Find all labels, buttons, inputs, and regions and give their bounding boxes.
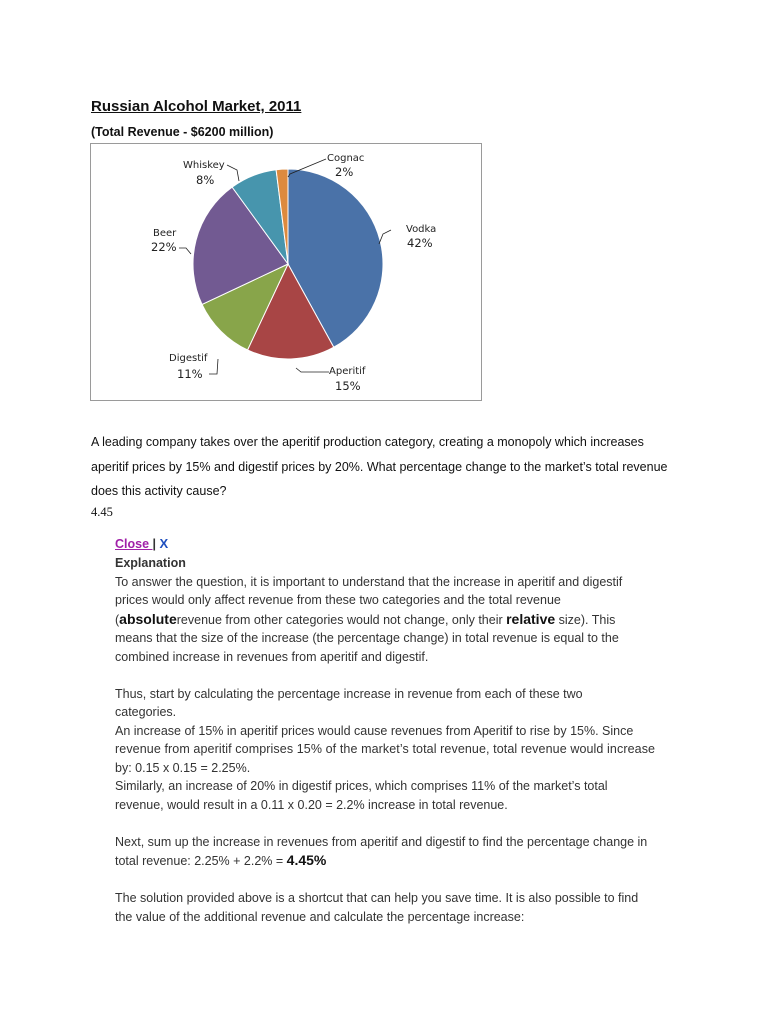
close-link[interactable]: Close [115, 537, 153, 551]
text-run: ( [115, 612, 120, 627]
explanation-line: Next, sum up the increase in revenues from aperitif and digestif to find the percentage change in [115, 834, 648, 849]
close-row [115, 536, 168, 551]
question-line: aperitif prices by 15% and digestif prices by 20%. What percentage change to the market’s total revenue [91, 459, 668, 474]
slice-percent-label: 8% [196, 173, 215, 187]
explanation-line: combined increase in revenues from aperitif and digestif. [115, 649, 429, 664]
answer-value: 4.45 [91, 505, 113, 519]
slice-label: Digestif [169, 353, 208, 364]
text-run: total revenue: 2.25% + 2.2% = [115, 854, 287, 868]
question-text [91, 430, 691, 504]
slice-percent-label: 2% [335, 165, 354, 179]
explanation-line: An increase of 15% in aperitif prices would cause revenues from Aperitif to rise by 15%. Since [115, 723, 634, 738]
slice-label: Cognac [327, 153, 365, 164]
explanation-line: To answer the question, it is important to understand that the increase in aperitif and digestif [115, 574, 623, 589]
pie-chart [90, 143, 482, 401]
leader-line [209, 359, 218, 374]
pie-chart-svg [91, 144, 483, 402]
text-run: revenue from other categories would not change, only their [176, 612, 507, 627]
spacer [115, 814, 675, 833]
explanation-line: the value of the additional revenue and calculate the percentage increase: [115, 909, 525, 924]
explanation-line: categories. [115, 705, 177, 719]
emphasis-relative: relative [506, 610, 556, 627]
emphasis-absolute: absolute [119, 610, 177, 627]
question-line: A leading company takes over the aperitif production category, creating a monopoly which increases [91, 435, 644, 449]
close-icon[interactable]: X [159, 536, 169, 551]
explanation-line: Similarly, an increase of 20% in digestif prices, which comprises 11% of the market’s total [115, 779, 608, 793]
leader-line [179, 248, 191, 254]
text-run: size). This [555, 612, 616, 627]
slice-label: Whiskey [183, 160, 225, 171]
explanation-section [115, 554, 675, 926]
page-title: Russian Alcohol Market, 2011 [91, 98, 302, 115]
explanation-line: revenue from aperitif comprises 15% of the market’s total revenue, total revenue would increase [115, 742, 656, 756]
explanation-heading: Explanation [115, 556, 186, 570]
slice-percent-label: 11% [177, 367, 203, 381]
slice-percent-label: 42% [407, 236, 433, 250]
explanation-line: means that the size of the increase (the percentage change) in total revenue is equal to the [115, 631, 619, 645]
separator-char: | [152, 537, 157, 551]
spacer [115, 871, 675, 890]
explanation-line: Thus, start by calculating the percentage increase in revenue from each of these two [115, 686, 583, 701]
leader-line [227, 165, 239, 181]
result-value: 4.45% [286, 852, 327, 868]
leader-line [296, 368, 329, 372]
chart-subtitle: (Total Revenue - $6200 million) [91, 125, 274, 139]
spacer [115, 666, 675, 685]
separator [153, 537, 160, 551]
explanation-line: revenue, would result in a 0.11 x 0.20 = 2.2% increase in total revenue. [115, 797, 508, 812]
explanation-line [115, 610, 675, 630]
explanation-line: by: 0.15 x 0.15 = 2.25%. [115, 760, 251, 775]
slice-percent-label: 22% [151, 240, 177, 254]
explanation-line: The solution provided above is a shortcut that can help you save time. It is also possible to find [115, 891, 639, 905]
slice-label: Vodka [406, 224, 437, 235]
slice-percent-label: 15% [335, 379, 361, 393]
slice-label: Beer [153, 228, 177, 239]
explanation-line [115, 851, 675, 871]
explanation-line: prices would only affect revenue from these two categories and the total revenue [115, 593, 561, 607]
question-line: does this activity cause? [91, 484, 227, 498]
slice-label: Aperitif [329, 366, 366, 377]
